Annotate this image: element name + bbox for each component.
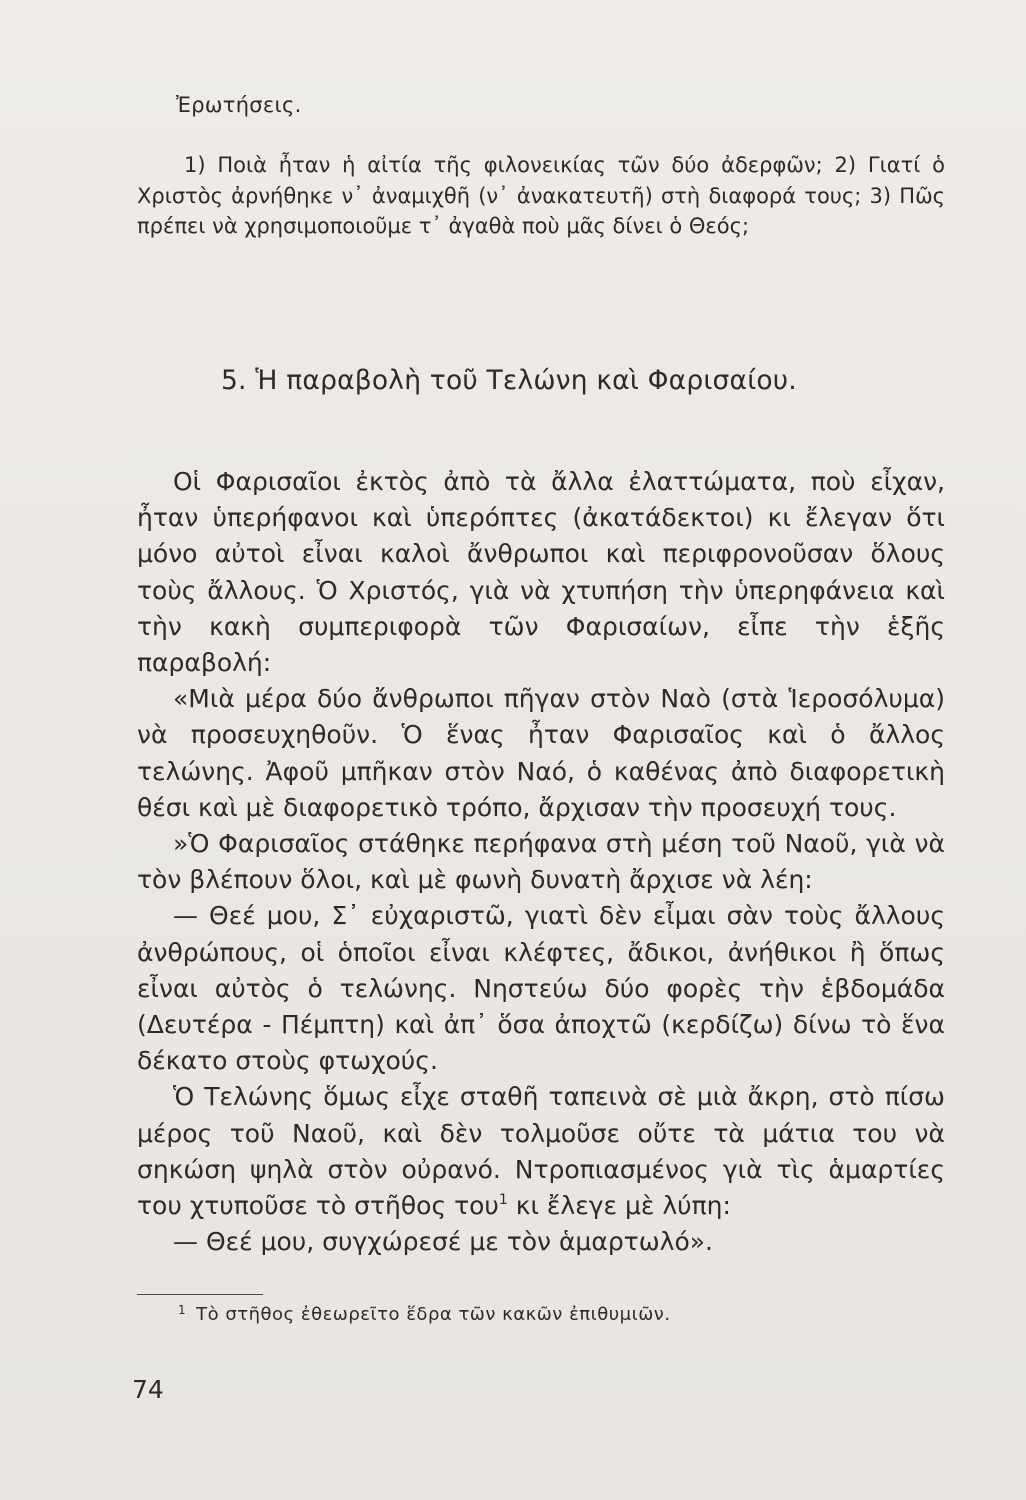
main-text (137, 464, 945, 1260)
section-title: 5. Ἡ παραβολὴ τοῦ Τελώνη καὶ Φαρισαίου. (221, 365, 797, 396)
footnote (178, 1303, 671, 1325)
footnote-divider (137, 1294, 263, 1295)
paragraph-4: — Θεέ μου, Σ᾽ εὐχαριστῶ, γιατὶ δὲν εἶμαι σὰν τοὺς ἄλλους ἀνθρώπους, οἱ ὁποῖοι εἶναι κλέφτες, ἄδικοι, ἀνήθικοι ἢ ὅπως εἶναι αὐτὸς ὁ τελώνης. Νηστεύω δύο φορὲς τὴν ἑβδομάδα (Δευτέρα - Πέμπτη) καὶ ἀπ᾽ ὅσα ἀποχτῶ (κερδίζω) δίνω τὸ ἕνα δέκατο στοὺς φτωχούς. (137, 901, 945, 1076)
paragraph-1: Οἱ Φαρισαῖοι ἐκτὸς ἀπὸ τὰ ἄλλα ἐλαττώματα, ποὺ εἶχαν, ἦταν ὑπερήφανοι καὶ ὑπερόπτες (ἀκατάδεκτοι) κι ἔλεγαν ὅτι μόνο αὐτοὶ εἶναι καλοὶ ἄνθρωποι καὶ περιφρονοῦσαν ὅλους τοὺς ἄλλους. Ὁ Χριστός, γιὰ νὰ χτυπήση τὴν ὑπερηφάνεια καὶ τὴν κακὴ συμπεριφορὰ τῶν Φαρισαίων, εἶπε τὴν ἑξῆς παραβολή: (137, 467, 945, 678)
questions-heading: Ἐρωτήσεις. (176, 93, 302, 117)
footnote-reference: 1 (498, 1192, 508, 1209)
paragraph-5-text: Ὁ Τελώνης ὅμως εἶχε σταθῆ ταπεινὰ σὲ μιὰ ἄκρη, στὸ πίσω μέρος τοῦ Ναοῦ, καὶ δὲν τολμοῦσε οὔτε τὰ μάτια του νὰ σηκώση ψηλὰ στὸν οὐρανό. Ντροπιασμένος γιὰ τὶς ἁμαρτίες του χτυποῦσε τὸ στῆθος του (137, 1082, 945, 1221)
page-number: 74 (132, 1375, 164, 1404)
paragraph-5 (137, 1079, 945, 1224)
footnote-marker: 1 (178, 1303, 187, 1317)
paragraph-6: — Θεέ μου, συγχώρεσέ με τὸν ἁμαρτωλό». (173, 1227, 714, 1257)
footnote-text: Τὸ στῆθος ἐθεωρεῖτο ἕδρα τῶν κακῶν ἐπιθυμιῶν. (196, 1304, 671, 1325)
questions-text: 1) Ποιὰ ἦταν ἡ αἰτία τῆς φιλονεικίας τῶν δύο ἀδερφῶν; 2) Γιατί ὁ Χριστὸς ἀρνήθηκε ν᾽ ἀναμιχθῆ (ν᾽ ἀνακατευτῆ) στὴ διαφορά τους; 3) Πῶς πρέπει νὰ χρησιμοποιοῦμε τ᾽ ἀγαθὰ ποὺ μᾶς δίνει ὁ Θεός; (137, 153, 945, 238)
paragraph-2: «Μιὰ μέρα δύο ἄνθρωποι πῆγαν στὸν Ναὸ (στὰ Ἱεροσόλυμα) νὰ προσευχηθοῦν. Ὁ ἕνας ἦταν Φαρισαῖος καὶ ὁ ἄλλος τελώνης. Ἀφοῦ μπῆκαν στὸν Ναό, ὁ καθένας ἀπὸ διαφορετικὴ θέσι καὶ μὲ διαφορετικὸ τρόπο, ἄρχισαν τὴν προσευχή τους. (137, 684, 945, 822)
paragraph-5-tail: κι ἔλεγε μὲ λύπη: (507, 1191, 731, 1221)
paragraph-3: »Ὁ Φαρισαῖος στάθηκε περήφανα στὴ μέση τοῦ Ναοῦ, γιὰ νὰ τὸν βλέπουν ὅλοι, καὶ μὲ φωνὴ δυνατὴ ἄρχισε νὰ λέη: (137, 829, 945, 895)
